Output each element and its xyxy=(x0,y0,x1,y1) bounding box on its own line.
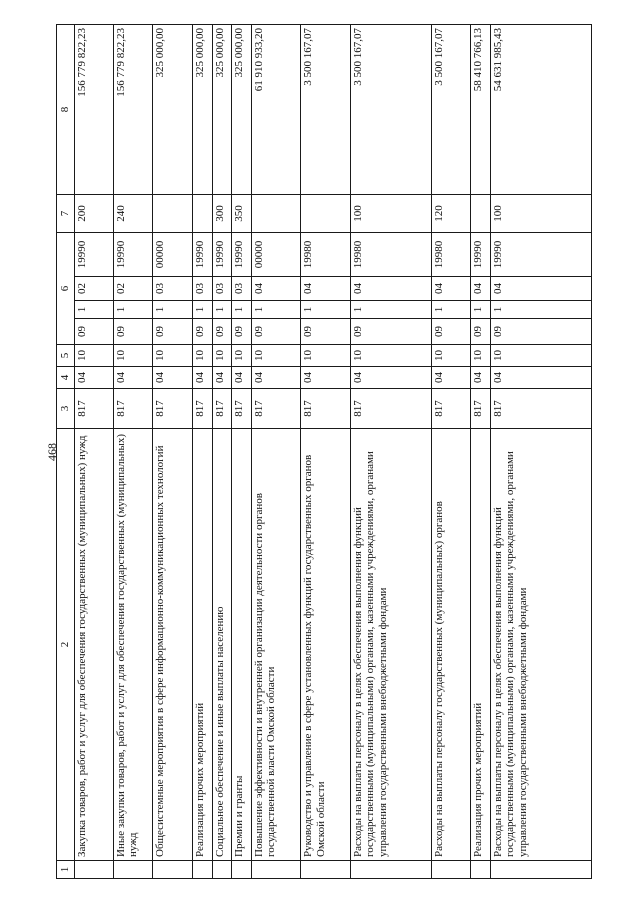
header-cell-6: 6 xyxy=(57,233,75,345)
row-event-code: 04 xyxy=(490,277,591,301)
header-cell-5: 5 xyxy=(57,345,75,367)
row-subsection-code: 10 xyxy=(193,345,212,367)
row-direction-code: 19980 xyxy=(432,233,471,277)
row-index-cell xyxy=(301,861,351,879)
row-gr-code: 817 xyxy=(232,389,251,429)
table-body xyxy=(75,25,592,879)
header-cell-4: 4 xyxy=(57,367,75,389)
row-gr-code: 817 xyxy=(432,389,471,429)
row-gr-code: 817 xyxy=(193,389,212,429)
row-amount: 3 500 167,07 xyxy=(301,25,351,195)
row-name-cell: Социальное обеспечение и иные выплаты населению xyxy=(212,429,231,861)
row-gr-code: 817 xyxy=(471,389,490,429)
row-event-code: 03 xyxy=(212,277,231,301)
row-program-code: 09 xyxy=(193,319,212,345)
row-section-code: 04 xyxy=(350,367,432,389)
header-cell-3: 3 xyxy=(57,389,75,429)
row-program-code: 09 xyxy=(251,319,301,345)
row-index-cell xyxy=(113,861,152,879)
row-subprogram-code: 1 xyxy=(471,301,490,319)
row-index-cell xyxy=(75,861,114,879)
row-gr-code: 817 xyxy=(251,389,301,429)
row-subsection-code: 10 xyxy=(212,345,231,367)
row-direction-code: 19980 xyxy=(350,233,432,277)
row-subprogram-code: 1 xyxy=(301,301,351,319)
row-expense-type-code xyxy=(152,195,193,233)
row-program-code: 09 xyxy=(212,319,231,345)
row-subprogram-code: 1 xyxy=(350,301,432,319)
rotated-table-container xyxy=(56,25,592,879)
row-subprogram-code: 1 xyxy=(212,301,231,319)
header-cell-7: 7 xyxy=(57,195,75,233)
row-name-cell: Закупка товаров, работ и услуг для обеспечения государственных (муниципальных) нужд xyxy=(75,429,114,861)
row-direction-code: 19990 xyxy=(113,233,152,277)
row-name-cell: Иные закупки товаров, работ и услуг для обеспечения государственных (муниципальных) нужд xyxy=(113,429,152,861)
row-amount: 325 000,00 xyxy=(212,25,231,195)
row-direction-code: 19990 xyxy=(490,233,591,277)
row-name-cell: Реализация прочих мероприятий xyxy=(193,429,212,861)
row-section-code: 04 xyxy=(152,367,193,389)
row-gr-code: 817 xyxy=(301,389,351,429)
row-direction-code: 00000 xyxy=(251,233,301,277)
row-subprogram-code: 1 xyxy=(193,301,212,319)
row-gr-code: 817 xyxy=(152,389,193,429)
row-gr-code: 817 xyxy=(212,389,231,429)
table-row xyxy=(301,25,351,879)
row-event-code: 03 xyxy=(152,277,193,301)
row-expense-type-code: 200 xyxy=(75,195,114,233)
header-cell-1: 1 xyxy=(57,861,75,879)
row-expense-type-code: 300 xyxy=(212,195,231,233)
table-row xyxy=(152,25,193,879)
row-amount: 325 000,00 xyxy=(152,25,193,195)
row-direction-code: 19990 xyxy=(193,233,212,277)
row-section-code: 04 xyxy=(301,367,351,389)
row-section-code: 04 xyxy=(75,367,114,389)
row-name-cell: Руководство и управление в сфере установленных функций государственных органов Омской области xyxy=(301,429,351,861)
row-subsection-code: 10 xyxy=(152,345,193,367)
row-program-code: 09 xyxy=(152,319,193,345)
row-subprogram-code: 1 xyxy=(113,301,152,319)
row-index-cell xyxy=(350,861,432,879)
row-subprogram-code: 1 xyxy=(251,301,301,319)
budget-table xyxy=(56,24,592,879)
row-gr-code: 817 xyxy=(113,389,152,429)
row-section-code: 04 xyxy=(212,367,231,389)
row-gr-code: 817 xyxy=(350,389,432,429)
row-section-code: 04 xyxy=(432,367,471,389)
row-section-code: 04 xyxy=(193,367,212,389)
row-event-code: 04 xyxy=(350,277,432,301)
row-expense-type-code xyxy=(193,195,212,233)
row-program-code: 09 xyxy=(301,319,351,345)
row-index-cell xyxy=(152,861,193,879)
row-amount: 3 500 167,07 xyxy=(350,25,432,195)
page-number: 468 xyxy=(45,443,59,461)
header-cell-2: 2 xyxy=(57,429,75,861)
row-subsection-code: 10 xyxy=(490,345,591,367)
row-subsection-code: 10 xyxy=(232,345,251,367)
row-event-code: 02 xyxy=(75,277,114,301)
row-name-cell: Расходы на выплаты персоналу в целях обеспечения выполнения функций государственными (муниципальными) органами, казенными учреждениями, органами управления государственными внебюджетными фондами xyxy=(490,429,591,861)
row-event-code: 04 xyxy=(251,277,301,301)
row-program-code: 09 xyxy=(75,319,114,345)
row-amount: 54 631 985,43 xyxy=(490,25,591,195)
table-row xyxy=(471,25,490,879)
row-subsection-code: 10 xyxy=(350,345,432,367)
row-subsection-code: 10 xyxy=(301,345,351,367)
row-gr-code: 817 xyxy=(490,389,591,429)
table-row xyxy=(232,25,251,879)
table-header-row xyxy=(57,25,75,879)
row-subsection-code: 10 xyxy=(251,345,301,367)
row-section-code: 04 xyxy=(471,367,490,389)
row-subprogram-code: 1 xyxy=(232,301,251,319)
table-row xyxy=(193,25,212,879)
row-event-code: 03 xyxy=(232,277,251,301)
row-amount: 325 000,00 xyxy=(232,25,251,195)
table-row xyxy=(75,25,114,879)
row-expense-type-code xyxy=(301,195,351,233)
row-program-code: 09 xyxy=(232,319,251,345)
row-direction-code: 19990 xyxy=(75,233,114,277)
row-subsection-code: 10 xyxy=(75,345,114,367)
row-index-cell xyxy=(232,861,251,879)
row-subprogram-code: 1 xyxy=(152,301,193,319)
row-index-cell xyxy=(212,861,231,879)
row-expense-type-code: 120 xyxy=(432,195,471,233)
row-name-cell: Расходы на выплаты персоналу государственных (муниципальных) органов xyxy=(432,429,471,861)
row-index-cell xyxy=(490,861,591,879)
row-amount: 3 500 167,07 xyxy=(432,25,471,195)
row-name-cell: Расходы на выплаты персоналу в целях обеспечения выполнения функций государственными (муниципальными) органами, казенными учреждениями, органами управления государственными внебюджетными фондами xyxy=(350,429,432,861)
row-direction-code: 19990 xyxy=(471,233,490,277)
row-expense-type-code xyxy=(471,195,490,233)
row-section-code: 04 xyxy=(232,367,251,389)
row-expense-type-code xyxy=(251,195,301,233)
row-index-cell xyxy=(251,861,301,879)
row-direction-code: 19980 xyxy=(301,233,351,277)
row-subsection-code: 10 xyxy=(471,345,490,367)
row-expense-type-code: 100 xyxy=(350,195,432,233)
row-gr-code: 817 xyxy=(75,389,114,429)
row-name-cell: Премии и гранты xyxy=(232,429,251,861)
row-program-code: 09 xyxy=(113,319,152,345)
row-amount: 58 410 766,13 xyxy=(471,25,490,195)
row-subprogram-code: 1 xyxy=(75,301,114,319)
row-event-code: 03 xyxy=(193,277,212,301)
row-subprogram-code: 1 xyxy=(490,301,591,319)
row-program-code: 09 xyxy=(471,319,490,345)
row-event-code: 04 xyxy=(432,277,471,301)
header-cell-8: 8 xyxy=(57,25,75,195)
row-section-code: 04 xyxy=(113,367,152,389)
row-event-code: 04 xyxy=(471,277,490,301)
table-row xyxy=(212,25,231,879)
row-event-code: 04 xyxy=(301,277,351,301)
row-direction-code: 19990 xyxy=(232,233,251,277)
row-program-code: 09 xyxy=(490,319,591,345)
row-subprogram-code: 1 xyxy=(432,301,471,319)
row-direction-code: 19990 xyxy=(212,233,231,277)
row-program-code: 09 xyxy=(432,319,471,345)
table-row xyxy=(251,25,301,879)
table-row xyxy=(490,25,591,879)
row-direction-code: 00000 xyxy=(152,233,193,277)
row-name-cell: Повышение эффективности и внутренней организации деятельности органов государственной власти Омской области xyxy=(251,429,301,861)
row-amount: 156 779 822,23 xyxy=(75,25,114,195)
row-amount: 325 000,00 xyxy=(193,25,212,195)
row-section-code: 04 xyxy=(490,367,591,389)
row-expense-type-code: 240 xyxy=(113,195,152,233)
table-row xyxy=(432,25,471,879)
row-name-cell: Общесистемные мероприятия в сфере информационно-коммуникационных технологий xyxy=(152,429,193,861)
row-index-cell xyxy=(471,861,490,879)
row-expense-type-code: 100 xyxy=(490,195,591,233)
table-row xyxy=(113,25,152,879)
row-subsection-code: 10 xyxy=(432,345,471,367)
row-section-code: 04 xyxy=(251,367,301,389)
row-event-code: 02 xyxy=(113,277,152,301)
row-index-cell xyxy=(193,861,212,879)
row-index-cell xyxy=(432,861,471,879)
row-expense-type-code: 350 xyxy=(232,195,251,233)
row-amount: 61 910 933,20 xyxy=(251,25,301,195)
row-name-cell: Реализация прочих мероприятий xyxy=(471,429,490,861)
row-subsection-code: 10 xyxy=(113,345,152,367)
table-row xyxy=(350,25,432,879)
row-amount: 156 779 822,23 xyxy=(113,25,152,195)
row-program-code: 09 xyxy=(350,319,432,345)
